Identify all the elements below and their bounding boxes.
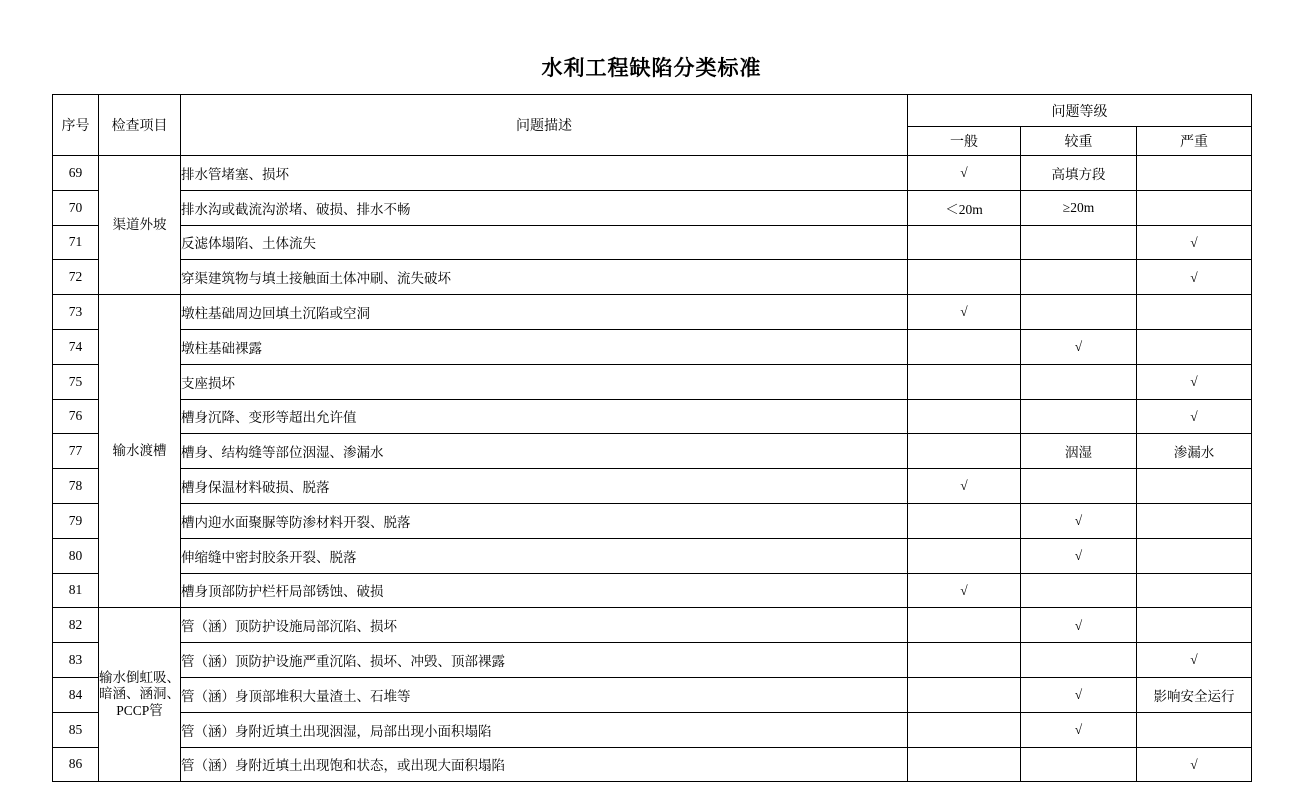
cell-description: 槽身顶部防护栏杆局部锈蚀、破损 <box>181 573 908 608</box>
cell-level-moderate <box>1021 260 1137 295</box>
table-row <box>53 190 1252 225</box>
cell-level-severe: 渗漏水 <box>1137 434 1252 469</box>
cell-item-group: 渠道外坡 <box>99 156 181 295</box>
cell-no: 69 <box>53 156 99 191</box>
cell-level-general <box>908 643 1021 678</box>
cell-level-moderate <box>1021 225 1137 260</box>
cell-description: 墩柱基础周边回填土沉陷或空洞 <box>181 295 908 330</box>
column-header-item: 检查项目 <box>99 95 181 156</box>
cell-no: 80 <box>53 538 99 573</box>
cell-level-moderate: 洇湿 <box>1021 434 1137 469</box>
table-row <box>53 295 1252 330</box>
cell-level-general: √ <box>908 573 1021 608</box>
cell-level-general <box>908 260 1021 295</box>
cell-level-severe: √ <box>1137 225 1252 260</box>
cell-level-general: ＜20m <box>908 190 1021 225</box>
cell-level-moderate: √ <box>1021 712 1137 747</box>
cell-level-general <box>908 538 1021 573</box>
table-row <box>53 503 1252 538</box>
table-row <box>53 156 1252 191</box>
table-header <box>53 95 1252 156</box>
table-row <box>53 643 1252 678</box>
cell-level-severe: √ <box>1137 747 1252 782</box>
defect-classification-table <box>52 94 1252 782</box>
cell-level-severe <box>1137 329 1252 364</box>
cell-level-severe: √ <box>1137 399 1252 434</box>
cell-level-general <box>908 364 1021 399</box>
table-row <box>53 747 1252 782</box>
cell-level-severe <box>1137 469 1252 504</box>
cell-no: 81 <box>53 573 99 608</box>
table-row <box>53 329 1252 364</box>
header-row-top <box>53 95 1252 127</box>
table-row <box>53 573 1252 608</box>
cell-description: 槽身沉降、变形等超出允许值 <box>181 399 908 434</box>
cell-no: 73 <box>53 295 99 330</box>
cell-no: 78 <box>53 469 99 504</box>
cell-level-moderate <box>1021 364 1137 399</box>
cell-level-general: √ <box>908 295 1021 330</box>
cell-no: 82 <box>53 608 99 643</box>
cell-no: 83 <box>53 643 99 678</box>
cell-no: 85 <box>53 712 99 747</box>
cell-no: 79 <box>53 503 99 538</box>
cell-level-severe <box>1137 712 1252 747</box>
table-row <box>53 399 1252 434</box>
table-row <box>53 538 1252 573</box>
cell-level-moderate <box>1021 399 1137 434</box>
cell-level-general <box>908 225 1021 260</box>
cell-level-general <box>908 608 1021 643</box>
cell-level-general <box>908 434 1021 469</box>
cell-description: 管（涵）身附近填土出现洇湿，局部出现小面积塌陷 <box>181 712 908 747</box>
cell-level-severe: √ <box>1137 260 1252 295</box>
column-header-level-group: 问题等级 <box>908 95 1252 127</box>
table-row <box>53 469 1252 504</box>
cell-level-moderate: √ <box>1021 538 1137 573</box>
cell-no: 70 <box>53 190 99 225</box>
cell-level-general: √ <box>908 469 1021 504</box>
cell-description: 排水沟或截流沟淤堵、破损、排水不畅 <box>181 190 908 225</box>
cell-description: 槽身、结构缝等部位洇湿、渗漏水 <box>181 434 908 469</box>
table-row <box>53 608 1252 643</box>
cell-level-moderate: √ <box>1021 677 1137 712</box>
cell-level-moderate: √ <box>1021 503 1137 538</box>
cell-level-general <box>908 399 1021 434</box>
column-header-level-moderate: 较重 <box>1021 127 1137 156</box>
cell-no: 84 <box>53 677 99 712</box>
cell-level-moderate <box>1021 747 1137 782</box>
cell-level-severe <box>1137 503 1252 538</box>
cell-level-severe <box>1137 573 1252 608</box>
cell-no: 77 <box>53 434 99 469</box>
table-body <box>53 156 1252 782</box>
cell-description: 管（涵）身附近填土出现饱和状态，或出现大面积塌陷 <box>181 747 908 782</box>
cell-level-severe <box>1137 295 1252 330</box>
cell-level-severe <box>1137 190 1252 225</box>
cell-level-moderate: √ <box>1021 608 1137 643</box>
cell-no: 76 <box>53 399 99 434</box>
cell-description: 反滤体塌陷、土体流失 <box>181 225 908 260</box>
column-header-no: 序号 <box>53 95 99 156</box>
cell-description: 墩柱基础裸露 <box>181 329 908 364</box>
cell-level-moderate: ≥20m <box>1021 190 1137 225</box>
cell-no: 74 <box>53 329 99 364</box>
column-header-level-severe: 严重 <box>1137 127 1252 156</box>
cell-description: 槽内迎水面聚脲等防渗材料开裂、脱落 <box>181 503 908 538</box>
cell-description: 管（涵）顶防护设施局部沉陷、损坏 <box>181 608 908 643</box>
page-title: 水利工程缺陷分类标准 <box>541 57 762 80</box>
cell-item-group: 输水渡槽 <box>99 295 181 608</box>
cell-level-moderate <box>1021 643 1137 678</box>
table-row <box>53 677 1252 712</box>
cell-level-severe: √ <box>1137 364 1252 399</box>
table-row <box>53 260 1252 295</box>
cell-description: 管（涵）身顶部堆积大量渣土、石堆等 <box>181 677 908 712</box>
cell-level-moderate <box>1021 573 1137 608</box>
table-row <box>53 434 1252 469</box>
table-row <box>53 225 1252 260</box>
cell-level-severe <box>1137 608 1252 643</box>
cell-level-general: √ <box>908 156 1021 191</box>
cell-level-severe: 影响安全运行 <box>1137 677 1252 712</box>
cell-no: 75 <box>53 364 99 399</box>
cell-description: 伸缩缝中密封胶条开裂、脱落 <box>181 538 908 573</box>
cell-no: 72 <box>53 260 99 295</box>
table-row <box>53 712 1252 747</box>
cell-level-general <box>908 677 1021 712</box>
cell-level-severe <box>1137 156 1252 191</box>
column-header-description: 问题描述 <box>181 95 908 156</box>
cell-level-moderate <box>1021 295 1137 330</box>
cell-level-moderate: √ <box>1021 329 1137 364</box>
cell-description: 槽身保温材料破损、脱落 <box>181 469 908 504</box>
cell-no: 86 <box>53 747 99 782</box>
cell-no: 71 <box>53 225 99 260</box>
cell-level-general <box>908 712 1021 747</box>
cell-level-general <box>908 747 1021 782</box>
table-row <box>53 364 1252 399</box>
cell-description: 排水管堵塞、损坏 <box>181 156 908 191</box>
cell-item-group: 输水倒虹吸、暗涵、涵洞、PCCP管 <box>99 608 181 782</box>
cell-level-moderate: 高填方段 <box>1021 156 1137 191</box>
cell-description: 穿渠建筑物与填土接触面土体冲刷、流失破坏 <box>181 260 908 295</box>
column-header-level-general: 一般 <box>908 127 1021 156</box>
cell-level-general <box>908 503 1021 538</box>
cell-description: 管（涵）顶防护设施严重沉陷、损坏、冲毁、顶部裸露 <box>181 643 908 678</box>
cell-description: 支座损坏 <box>181 364 908 399</box>
cell-level-severe: √ <box>1137 643 1252 678</box>
cell-level-severe <box>1137 538 1252 573</box>
table-container <box>0 94 1303 782</box>
cell-level-moderate <box>1021 469 1137 504</box>
cell-level-general <box>908 329 1021 364</box>
